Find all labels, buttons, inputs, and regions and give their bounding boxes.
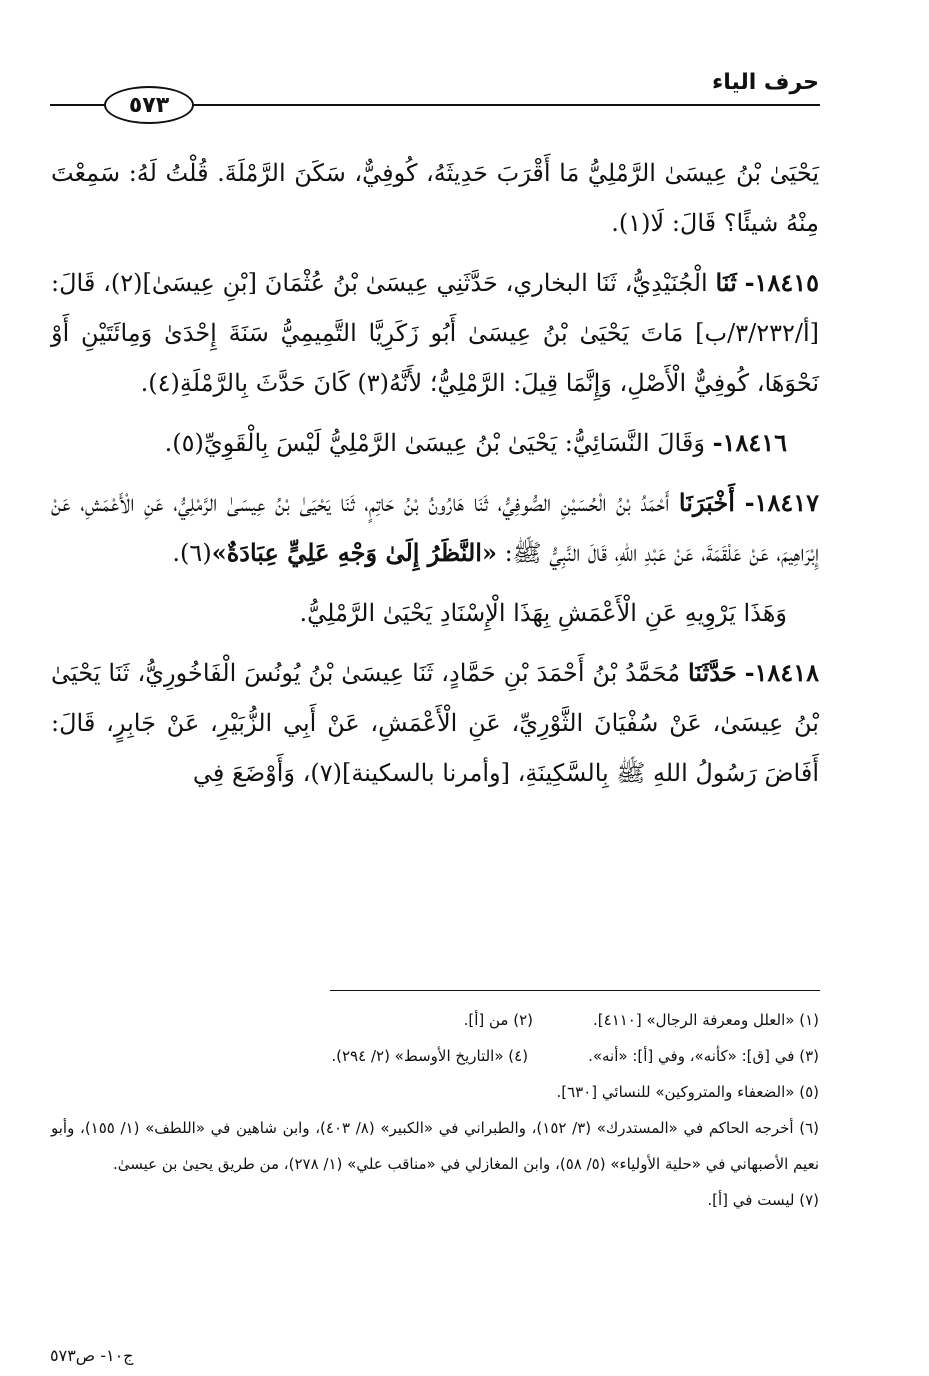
footnote-row bbox=[51, 1038, 819, 1074]
footnote-1: (١) «العلل ومعرفة الرجال» [٤١١٠]. bbox=[593, 1011, 819, 1029]
paragraph-18417 bbox=[51, 478, 819, 578]
main-text bbox=[51, 148, 819, 808]
footnote-5: (٥) «الضعفاء والمتروكين» للنسائي [٦٣٠]. bbox=[556, 1083, 819, 1101]
footnote-row bbox=[51, 1074, 819, 1110]
entry-text: الْجُنَيْدِيُّ، ثَنَا البخاري، حَدَّثَنِي عِيسَىٰ بْنُ عُثْمَانَ [بْنِ عِيسَىٰ](٢)، قَالَ: [أ/٣/٢٣٢/ب] مَاتَ يَحْيَىٰ بْنُ عِيسَىٰ أَبُو زَكَرِيَّا التَّمِيمِيُّ سَنَةَ إِحْدَىٰ وَمِائَتَيْنِ أَوْ نَحْوَهَا، كُوفِيٌّ الْأَصْلِ، وَإِنَّمَا قِيلَ: الرَّمْلِيُّ؛ لأَنَّهُ(٣) كَانَ حَدَّثَ بِالرَّمْلَةِ(٤). bbox=[51, 269, 819, 397]
paragraph-18418 bbox=[51, 648, 819, 798]
entry-text: أَحْمَدُ بْنُ الْحُسَيْنِ الصُّوفِيُّ، ثَنَا هَارُونُ بْنُ حَاتِمٍ، ثَنَا يَحْيَىٰ بْنُ عِيسَىٰ الرَّمْلِيُّ، عَنِ الْأَعْمَشِ، عَنْ إِبْرَاهِيمَ، عَنْ عَلْقَمَةَ، عَنْ عَبْدِ اللهِ، قَالَ النَّبِيُّ ﷺ: bbox=[51, 489, 819, 567]
transmission-term: أَخْبَرَنَا bbox=[678, 488, 735, 517]
footnote-ref: (٦). bbox=[172, 539, 212, 567]
transmission-term: ثَنَا bbox=[715, 268, 737, 297]
hadith-text: «النَّظَرُ إِلَىٰ وَجْهِ عَلِيٍّ عِبَادَةٌ» bbox=[211, 538, 497, 567]
page-number: ٥٧٣ bbox=[104, 86, 194, 124]
transmission-term: حَدَّثَنَا bbox=[687, 658, 737, 687]
volume-page-reference: ج١٠- ص٥٧٣ bbox=[50, 1346, 134, 1365]
footnote-6: (٦) أخرجه الحاكم في «المستدرك» (٣/ ١٥٢)، والطبراني في «الكبير» (٨/ ٤٠٣)، وابن شاهين في «اللطف» (١/ ١٥٥)، وأبو نعيم الأصبهاني في «حلية الأولياء» (٥/ ٥٨)، وابن المغازلي في «مناقب علي» (١/ ٢٧٨)، من طريق يحيىٰ بن عيسىٰ. bbox=[51, 1119, 820, 1173]
entry-text: وَقَالَ النَّسَائِيُّ: يَحْيَىٰ بْنُ عِيسَىٰ الرَّمْلِيُّ لَيْسَ بِالْقَوِيِّ(٥). bbox=[164, 429, 705, 457]
entry-number: ١٨٤١٧- bbox=[744, 488, 819, 517]
paragraph-1: يَحْيَىٰ بْنُ عِيسَىٰ الرَّمْلِيُّ مَا أَقْرَبَ حَدِيثَهُ، كُوفِيٌّ، سَكَنَ الرَّمْلَةَ. قُلْتُ لَهُ: سَمِعْتَ مِنْهُ شيئًا؟ قَالَ: لَا(١). bbox=[51, 159, 819, 237]
footnote-row bbox=[51, 1182, 819, 1218]
entry-number: ١٨٤١٥- bbox=[744, 268, 819, 297]
entry-text: مُحَمَّدُ بْنُ أَحْمَدَ بْنِ حَمَّادٍ، ثَنَا عِيسَىٰ بْنُ يُونُسَ الْفَاخُورِيُّ، ثَنَا يَحْيَىٰ بْنُ عِيسَىٰ، عَنْ سُفْيَانَ الثَّوْرِيِّ، عَنِ الْأَعْمَشِ، عَنْ أَبِي الزُّبَيْرِ، عَنْ جَابِرٍ، قَالَ: أَفَاضَ رَسُولُ اللهِ ﷺ بِالسَّكِينَةِ، [وأمرنا بالسكينة](٧)، وَأَوْضَعَ فِي bbox=[51, 659, 819, 787]
paragraph-18416 bbox=[51, 418, 819, 468]
footnote-2: (٢) من [أ]. bbox=[463, 1011, 534, 1029]
footnote-3: (٣) في [ق]: «كأنه»، وفي [أ]: «أنه». bbox=[588, 1047, 819, 1065]
entry-number: ١٨٤١٦- bbox=[712, 428, 787, 457]
footnote-7: (٧) ليست في [أ]. bbox=[707, 1191, 819, 1209]
footnotes bbox=[51, 1002, 819, 1218]
running-head-title: حرف الياء bbox=[711, 70, 819, 95]
entry-number: ١٨٤١٨- bbox=[744, 658, 819, 687]
paragraph-comment: وَهَذَا يَرْوِيهِ عَنِ الْأَعْمَشِ بِهَذَا الْإِسْنَادِ يَحْيَىٰ الرَّمْلِيُّ. bbox=[299, 599, 787, 627]
footnote-separator bbox=[330, 990, 820, 991]
paragraph-18415 bbox=[51, 258, 819, 408]
footnote-4: (٤) «التاريخ الأوسط» (٢/ ٢٩٤). bbox=[331, 1047, 529, 1065]
footnote-row bbox=[51, 1002, 819, 1038]
